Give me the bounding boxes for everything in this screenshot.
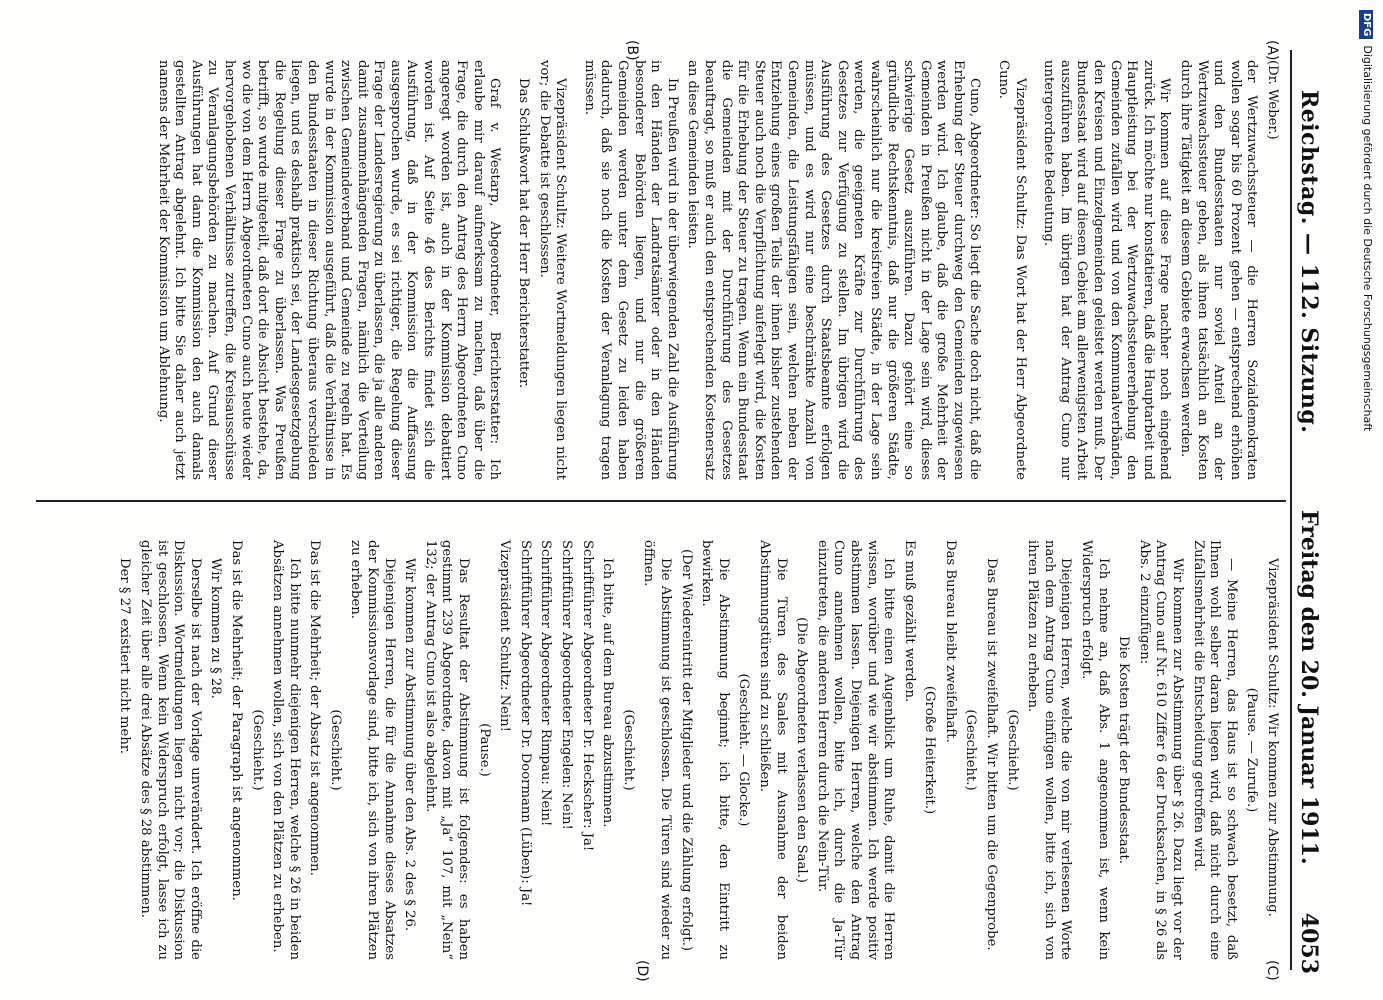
stage-direction: (Pause.) [476,723,492,777]
paragraph: Diejenigen Herren, die für die Annahme dieses Absatzes der Kommissionsvorlage sind, bitte ich, sich von ihren Plätzen zu erheben. [348,540,397,960]
paragraph: Wir kommen zur Abstimmung über den Abs. 2 des § 26. [402,558,418,932]
stage-direction: (Geschieht.) [1004,709,1020,791]
paragraph: Vizepräsident Schultz: Weitere Wortmeldungen liegen nicht vor; die Debatte ist geschlossen. [536,60,569,480]
paragraph: Vizepräsident Schultz: Das Wort hat der Herr Abgeordnete Cuno. [996,60,1028,480]
margin-marker-c: (C) [1264,960,1280,981]
stage-direction: (Geschieht.) [249,709,265,791]
header-session: Reichstag. — 112. Sitzung. [1296,90,1322,434]
stage-direction: (Der Wiedereintritt der Mitglieder und die Zählung erfolgt.) [678,548,694,952]
paragraph: Derselbe ist nach der Vorlage unverändert. Ich eröffne die Diskussion. Wortmeldungen liegen nicht vor; die Diskussion ist geschlossen. Wenn kein Widerspruch erfolgt, lasse ich zu gleicher Zeit über alle drei Absätze des § 28 abstimmen. [137,540,203,960]
margin-marker-a: (A) [1264,40,1280,61]
vote-line: Schriftführer Abgeordneter Dr. Heckscher: Ja! [579,540,595,852]
paragraph: Das Bureau ist zweifelhaft. Wir bitten um die Gegenprobe. [984,558,1000,951]
speaker-continuation: (Dr. Weber.) [1265,60,1280,140]
stage-direction: (Geschieht.) [327,709,343,791]
stage-direction: (Pause. — Zurufe.) [1244,687,1260,813]
paragraph: Wir kommen auf diese Frage nachher noch eingehend zurück. Ich möchte nur konstatieren, daß die Hauptarbeit und Hauptleistung bei der Wertzuwachssteuererhebung den Gemeinden zufallen wird und von den Kommunalverbänden, den Kreisen und Einzelgemeinden geleistet werden muß. Der Bundesstaat wird auf diesem Gebiet am allerwenigsten Arbeit auszuführen haben. Im übrigen hat der Antrag Cuno nur untergeordnete Bedeutung. [1041,60,1173,480]
vote-line: Vizepräsident Schultz: Nein! [497,540,513,732]
rotated-document-page [30,20,1340,980]
paragraph: Das Resultat der Abstimmung ist folgendes: es haben gestimmt 239 Abgeordnete, davon mit „Ja“ 107, mit „Nein“ 132; der Antrag Cuno ist also abgelehnt. [422,540,472,960]
page-header [1294,20,1340,980]
stage-direction: (Die Abgeordneten verlassen den Saal.) [794,617,810,883]
vote-line: Schriftführer Abgeordneter Rimpau: Nein! [538,540,554,827]
left-column [150,60,1280,480]
dfg-credit [1356,10,1378,970]
header-date: Freitag den 20. Januar 1911. [1296,510,1322,865]
column-divider [36,500,1286,502]
paragraph: Der § 27 existiert nicht mehr. [117,558,133,754]
margin-marker-d: (D) [634,960,650,982]
vote-line: Schriftführer Abgeordneter Engelen: Nein! [559,540,575,830]
page-number: 4053 [1296,912,1322,974]
paragraph: Das ist die Mehrheit; der Absatz ist angenommen. [307,540,323,876]
vote-line: Schriftführer Abgeordneter Dr. Doormann (Lüben): Ja! [517,540,533,907]
paragraph: In Preußen wird in der überwiegenden Zahl die Ausführung in den Händen der Landratsämter oder in den Händen besonderer Behörden liegen, und nur die größeren Gemeinden werden unter dem Gesetz zu leiden haben dadurch, daß sie noch die Kosten der Veranlagung tragen müssen. [581,60,680,480]
paragraph: Ich bitte nunmehr diejenigen Herren, welche § 26 in beiden Absätzen annehmen wollen, sich von den Plätzen zu erheben. [270,540,302,960]
stage-direction: (Große Heiterkeit.) [922,685,938,815]
paragraph: der Wertzuwachssteuer — die Herren Sozialdemokraten wollen sogar bis 60 Prozent gehen — entsprechend erhöhen und den Bundesstaaten nur soviel Anteil an der Wertzuwachssteuer geben, als ihnen tatsächlich an Kosten durch ihre Tätigkeit an diesem Gebiete erwachsen werden. [1178,60,1260,480]
stage-direction: (Geschieht.) [963,709,979,791]
stage-direction: (Geschieht. — Glocke.) [736,673,752,827]
quoted-amendment: Die Kosten trägt der Bundesstaat. [1116,636,1132,864]
paragraph: Das ist die Mehrheit; der Paragraph ist angenommen. [228,540,244,901]
dfg-credit-text: Digitalisierung gefördert durch die Deutsche Forschungsgemeinschaft [1361,45,1374,432]
paragraph: Das Schlußwort hat der Herr Berichterstatter. [516,78,532,389]
paragraph: Ich bitte einen Augenblick um Ruhe, damit die Herren wissen, worüber und wie wir abstimmen. Ich werde positiv abstimmen lassen. Diejenigen Herren, welche den Antrag Cuno annehmen wollen, bitte ich, durch die Ja-Tür einzutreten, die anderen Herren durch die Nein-Tür. [814,540,897,960]
dfg-logo: DFG [1359,10,1373,39]
paragraph: Diejenigen Herren, welche die von mir verlesenen Worte nach dem Antrag Cuno einfügen wollen, bitte ich, sich von ihren Plätzen zu erheben. [1025,540,1074,960]
paragraph: Vizepräsident Schultz: Wir kommen zur Abstimmung. [1265,558,1280,917]
paragraph: Cuno, Abgeordneter: So liegt die Sache doch nicht, daß die Erhebung der Steuer durchweg den Gemeinden zugewiesen werden wird. Ich glaube, daß die große Mehrheit der Gemeinden in Preußen nicht in der Lage sein wird, dieses schwierige Gesetz auszuführen. Dazu gehört eine so gründliche Rechtskenntnis, daß nur die größeren Städte, wahrscheinlich nur die kreisfreien Städte, in der Lage sein werden, die geeigneten Kräfte zur Durchführung des Gesetzes zur Verfügung zu stellen. Im übrigen wird die Ausführung des Gesetzes durch Staatsbeamte erfolgen müssen, und es wird nur eine beschränkte Anzahl von Gemeinden, die Leistungsfähigen sein, welchen neben der Entziehung eines großen Teils der ihnen bisher zustehenden Steuer auch noch die Verpflichtung auferlegt wird, die Kosten für die Erhebung der Steuer zu tragen. Wenn ein Bundesstaat die Gemeinden mit der Durchführung des Gesetzes beauftragt, so muß er auch den entsprechenden Kostenersatz an diese Gemeinden leisten. [685,60,983,480]
paragraph: Wir kommen zur Abstimmung über § 26. Dazu liegt vor der Antrag Cuno auf Nr. 610 Ziffer 6 der Drucksachen, in § 26 als Abs. 2 einzufügen: [1136,540,1186,960]
margin-marker-b: (B) [624,40,640,61]
paragraph: Das Bureau bleibt zweifelhaft. [942,540,958,743]
paragraph: Graf v. Westarp, Abgeordneter, Berichterstatter: Ich erlaube mir darauf aufmerksam zu machen, daß über die Frage, die durch den Antrag des Herrn Abgeordneten Cuno angeregt worden ist, auch in der Kommission debattiert worden ist. Auf Seite 46 des Berichts findet sich die Ausführung, daß in der Kommission die Auffassung ausgesprochen wurde, es sei richtiger, die Regelung dieser Frage der Landesregierung zu überlassen, die ja alle anderen damit zusammenhängenden Fragen, nämlich die Verteilung zwischen Gemeindeverband und Gemeinde zu regeln hat. Es wurde in der Kommission ausgeführt, daß die Verhältnisse in den Bundesstaaten in dieser Richtung überaus verschieden liegen, und es deshalb praktisch sei, der Landesgesetzgebung die Regelung dieser Frage zu überlassen. Was Preußen betrifft, so wurde mitgeteilt, daß dort die Absicht bestehe, da, wo die von dem Herrn Abgeordneten Cuno auch heute wieder hervorgehobenen Verhältnisse zutreffen, die Kreisausschüsse zu Veranlagungsbehörden zu machen. Auf Grund dieser Ausführungen hat dann die Kommission den auch damals gestellten Antrag abgelehnt. Ich bitte Sie daher auch jetzt namens der Mehrheit der Kommission um Ablehnung. [155,60,503,480]
stage-direction: (Geschieht.) [620,709,636,791]
right-column [112,540,1280,960]
paragraph: Es muß gezählt werden. [901,540,917,703]
paragraph: — Meine Herren, das Haus ist so schwach besetzt, daß Ihnen wohl selber daran liegen wird, daß nicht durch eine Zufallsmehrheit die Entscheidung getroffen wird. [1190,540,1239,960]
paragraph: Ich nehme an, daß Abs. 1 angenommen ist, wenn kein Widerspruch erfolgt. [1079,540,1111,960]
paragraph: Die Abstimmung ist geschlossen. Die Türen sind wieder zu öffnen. [641,540,673,960]
paragraph: Die Türen des Saales mit Ausnahme der beiden Abstimmungstüren sind zu schließen. [756,540,789,960]
paragraph: Wir kommen zu § 28. [208,558,224,699]
paragraph: Die Abstimmung beginnt; ich bitte, den Eintritt zu bewirken. [699,540,731,960]
paragraph: Ich bitte, auf dem Bureau abzustimmen. [600,558,616,828]
header-rule [1290,50,1292,970]
